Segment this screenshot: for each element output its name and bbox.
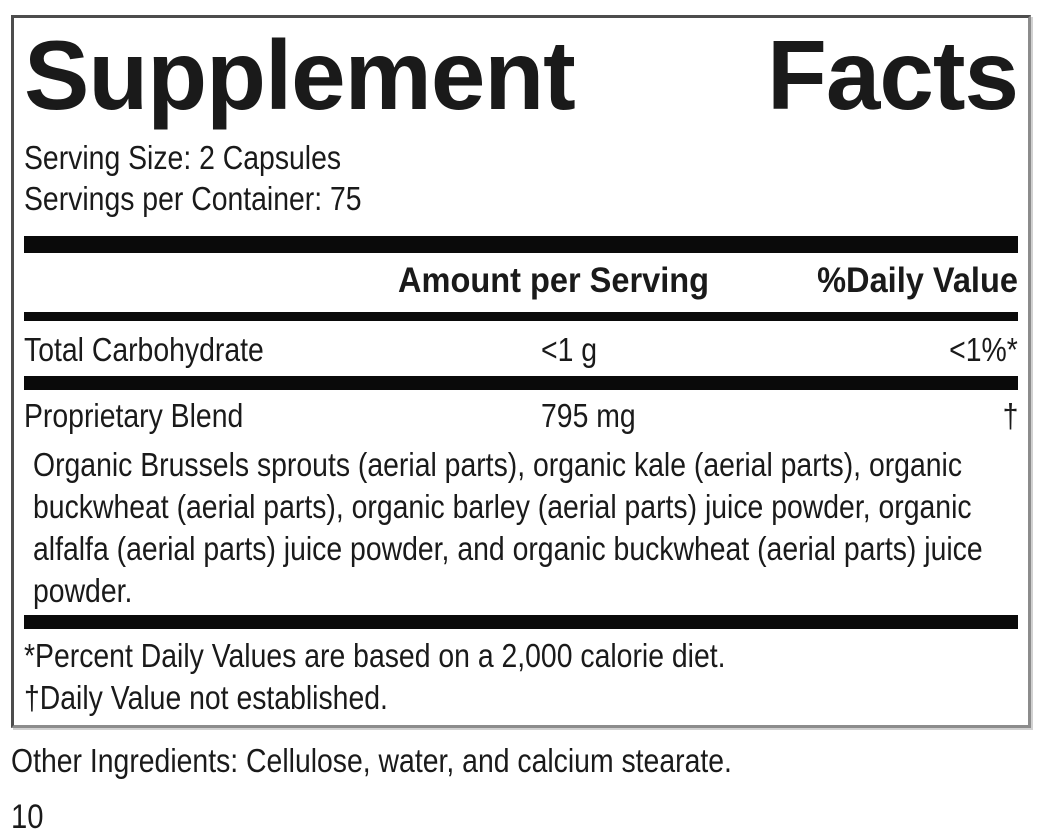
- nutrient-amount: <1 g: [541, 331, 598, 368]
- divider-thick-top: [24, 236, 1018, 253]
- amount-per-serving-header: Amount per Serving: [398, 261, 710, 300]
- nutrient-row-proprietary-blend: [24, 394, 1018, 438]
- footnote-percent-daily-values: *Percent Daily Values are based on a 2,000 calorie diet.: [24, 637, 726, 674]
- blend-description-line: alfalfa (aerial parts) juice powder, and organic buckwheat (aerial parts) juice: [33, 530, 983, 567]
- other-ingredients-line: Other Ingredients: Cellulose, water, and calcium stearate.: [11, 742, 732, 779]
- title-word-facts: Facts: [766, 20, 1018, 130]
- divider-thick-bottom: [24, 615, 1018, 629]
- servings-per-container-line: Servings per Container: 75: [24, 180, 362, 217]
- blend-description-line: buckwheat (aerial parts), organic barley (aerial parts) juice powder, organic: [33, 488, 972, 525]
- blend-description-line: powder.: [33, 572, 133, 609]
- blend-description-line: Organic Brussels sprouts (aerial parts), organic kale (aerial parts), organic: [33, 446, 963, 483]
- panel-title: [24, 20, 1018, 130]
- footnote-daily-value-not-established: †Daily Value not established.: [24, 679, 388, 716]
- blend-description: [24, 444, 1018, 612]
- divider-medium-header: [24, 312, 1018, 321]
- page-number: 10: [11, 798, 44, 836]
- nutrient-name: Total Carbohydrate: [24, 331, 264, 368]
- nutrient-name: Proprietary Blend: [24, 397, 244, 434]
- column-header-row: [24, 259, 1018, 303]
- nutrient-daily-value: <1%*: [949, 331, 1018, 368]
- nutrient-amount: 795 mg: [541, 397, 636, 434]
- serving-size-line: Serving Size: 2 Capsules: [24, 139, 342, 176]
- daily-value-header: %Daily Value: [817, 261, 1018, 300]
- serving-info: [24, 137, 1018, 219]
- supplement-facts-panel: [11, 15, 1031, 728]
- nutrient-daily-value: †: [1002, 397, 1018, 434]
- footnotes: [24, 635, 1018, 719]
- title-word-supplement: Supplement: [24, 20, 575, 130]
- nutrient-row-total-carbohydrate: [24, 327, 1018, 373]
- divider-thick-middle: [24, 376, 1018, 390]
